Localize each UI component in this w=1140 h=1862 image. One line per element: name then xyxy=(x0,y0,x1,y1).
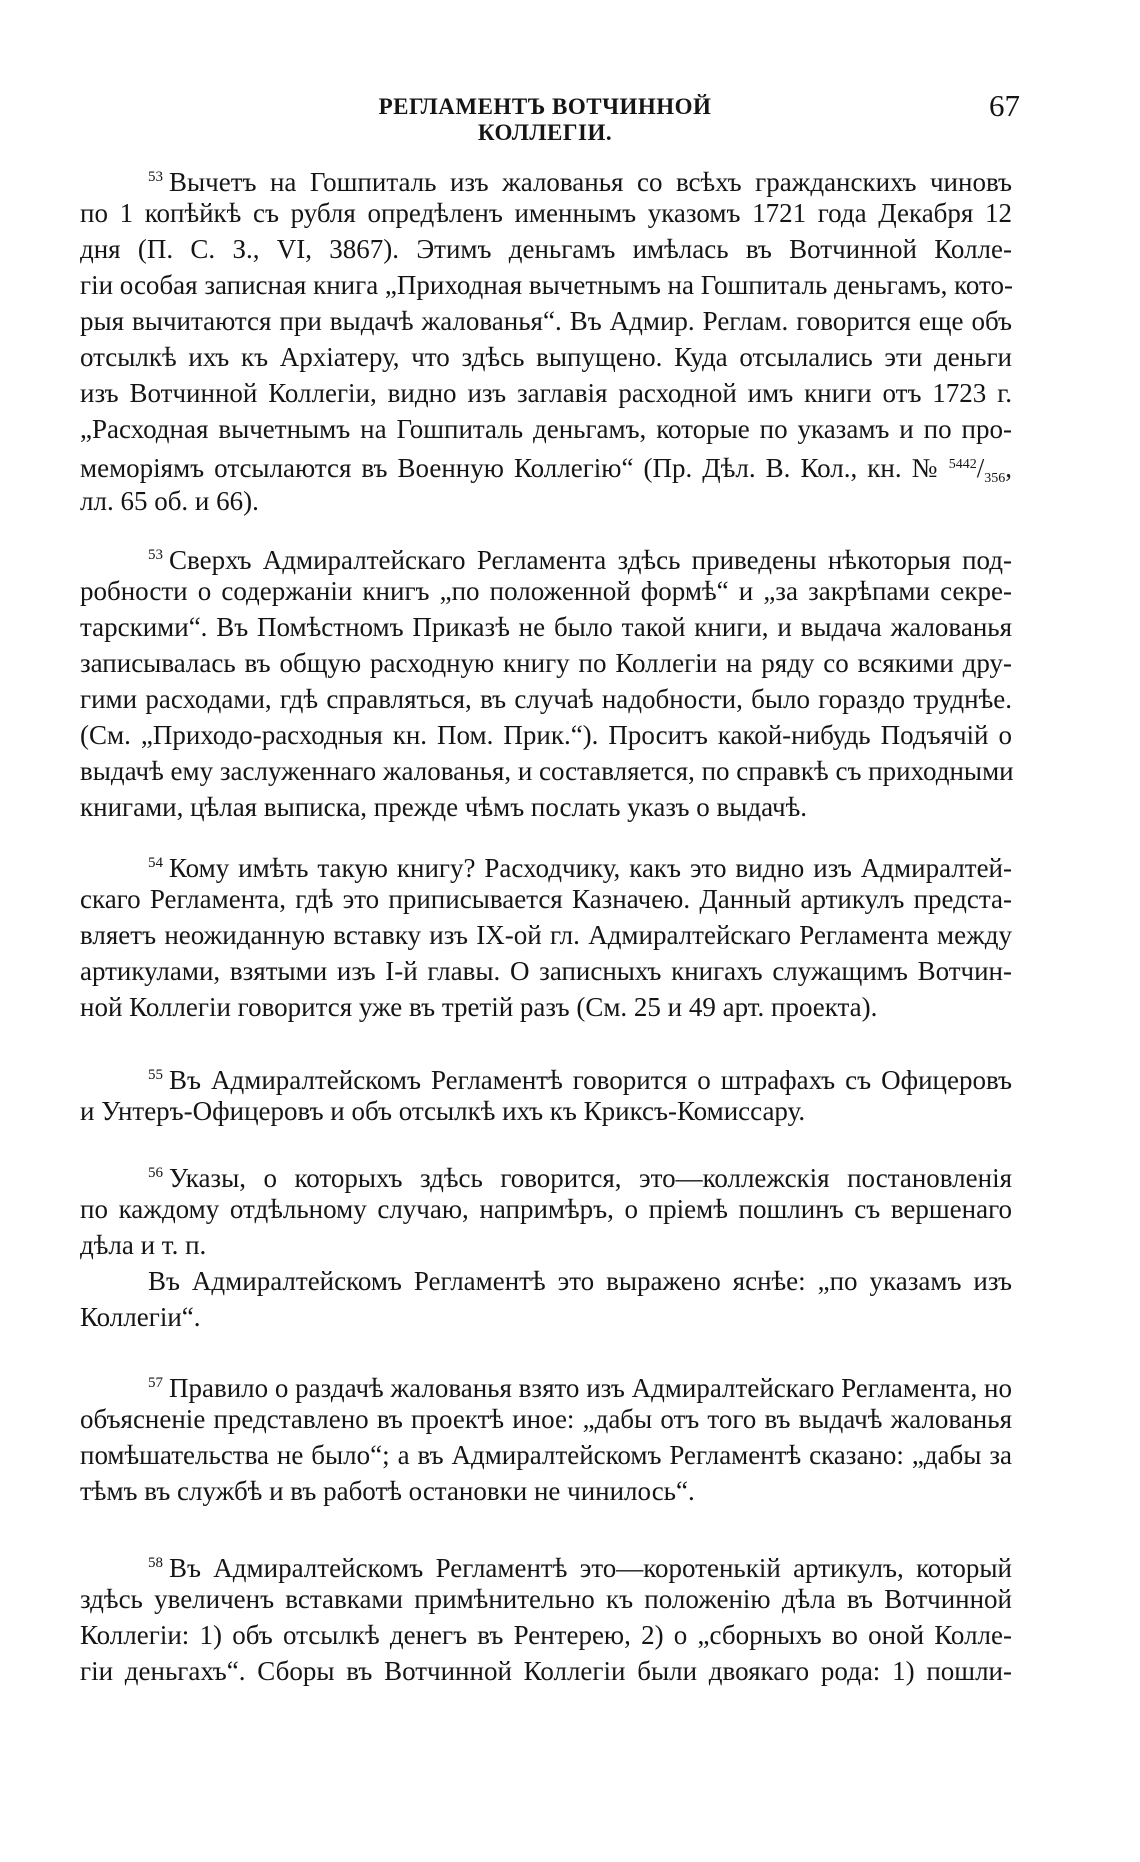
line-text: Въ Адмиралтейскомъ Регламентѣ говорится о штрафахъ съ Офицеровъ xyxy=(169,1065,1012,1095)
line-text: артикулами, взятыми изъ I-й главы. О записныхъ книгахъ служащимъ Вотчин- xyxy=(80,956,1012,986)
text-line xyxy=(80,339,1012,375)
text-line xyxy=(80,989,1012,1025)
footnote-58 xyxy=(80,1545,1012,1689)
text-line xyxy=(80,1545,1012,1581)
footnote-57 xyxy=(80,1365,1012,1509)
line-text: дѣла и т. п. xyxy=(80,1230,207,1260)
text-line xyxy=(80,845,1012,881)
text-line xyxy=(80,681,1012,717)
footnote-number: 55 xyxy=(148,1067,163,1083)
line-text: Сверхъ Адмиралтейскаго Регламента здѣсь приведены нѣкоторыя под- xyxy=(169,545,1012,575)
line-text: Въ Адмиралтейскомъ Регламентѣ это—коротенькій артикулъ, который xyxy=(169,1553,1012,1583)
text-line xyxy=(80,483,1012,519)
line-text: скаго Регламента, гдѣ это приписывается Казначею. Данный артикулъ предста- xyxy=(80,884,1012,914)
line-text: выдачѣ ему заслуженнаго жалованья, и составляется, по справкѣ съ приходными xyxy=(80,756,1014,786)
line-text: меморіямъ отсылаются въ Военную Коллегію“ (Пр. Дѣл. В. Кол., кн. № xyxy=(80,453,941,483)
text-line xyxy=(80,1155,1012,1191)
footnote-number: 53 xyxy=(148,547,163,563)
line-text: Указы, о которыхъ здѣсь говорится, это—коллежскія постановленія xyxy=(169,1163,1012,1193)
text-line xyxy=(80,1437,1012,1473)
text-line xyxy=(80,537,1012,573)
line-text: Въ Адмиралтейскомъ Регламентѣ это выражено яснѣе: „по указамъ изъ xyxy=(148,1266,1012,1296)
text-line xyxy=(80,1581,1012,1617)
line-text: Кому имѣть такую книгу? Расходчику, какъ это видно изъ Адмиралтей- xyxy=(169,853,1012,883)
text-line xyxy=(80,1057,1012,1093)
footnote-number: 56 xyxy=(148,1165,163,1181)
line-text: „Расходная вычетнымъ на Гошпиталь деньгамъ, которые по указамъ и по про- xyxy=(80,414,1012,444)
text-line xyxy=(80,717,1012,753)
line-punctuation: , xyxy=(1005,453,1012,483)
text-line xyxy=(80,953,1012,989)
text-line xyxy=(80,267,1012,303)
line-text: помѣшательства не было“; а въ Адмиралтейскомъ Регламентѣ сказано: „дабы за xyxy=(80,1440,1012,1470)
line-text: гими расходами, гдѣ справляться, въ случаѣ надобности, было гораздо труднѣе. xyxy=(80,684,1012,714)
page-number: 67 xyxy=(989,88,1020,123)
line-text: вляетъ неожиданную вставку изъ IX-ой гл. Адмиралтейскаго Регламента между xyxy=(80,920,1012,950)
line-text: здѣсь увеличенъ вставками примѣнительно къ положенію дѣла въ Вотчинной xyxy=(80,1584,1012,1614)
line-text: книгами, цѣлая выписка, прежде чѣмъ послать указъ о выдачѣ. xyxy=(80,792,808,822)
line-text: по 1 копѣйкѣ съ рубля опредѣленъ именнымъ указомъ 1721 года Декабря 12 xyxy=(80,198,1012,228)
text-line xyxy=(80,789,1012,825)
text-line xyxy=(80,1653,1012,1689)
text-line xyxy=(80,195,1012,231)
text-line xyxy=(80,1473,1012,1509)
text-line xyxy=(80,1093,1012,1129)
line-text: объясненіе представлено въ проектѣ иное: „дабы отъ того въ выдачѣ жалованья xyxy=(80,1404,1012,1434)
line-text: дня (П. С. З., VI, 3867). Этимъ деньгамъ имѣлась въ Вотчинной Колле- xyxy=(80,234,1012,264)
text-line xyxy=(80,303,1012,339)
text-line xyxy=(80,447,1012,486)
footnote-56 xyxy=(80,1155,1012,1335)
text-line xyxy=(80,645,1012,681)
line-text: Коллегіи: 1) объ отсылкѣ денегъ въ Рентерею, 2) о „сборныхъ во оной Колле- xyxy=(80,1620,1012,1650)
fraction-numerator: 5442 xyxy=(948,457,977,472)
text-line xyxy=(80,1227,1012,1263)
text-line xyxy=(80,881,1012,917)
text-line xyxy=(80,609,1012,645)
text-line xyxy=(80,917,1012,953)
line-text: (См. „Приходо-расходныя кн. Пом. Прик.“). Проситъ какой-нибудь Подъячій о xyxy=(80,720,1012,750)
footnote-number: 57 xyxy=(148,1375,163,1391)
text-line xyxy=(80,411,1012,447)
footnote-number: 58 xyxy=(148,1555,163,1571)
text-line xyxy=(80,159,1012,195)
footnote-53 xyxy=(80,159,1012,519)
fraction-slash: / xyxy=(976,453,985,483)
line-text: Вычетъ на Гошпиталь изъ жалованья со всѣхъ гражданскихъ чиновъ xyxy=(169,167,1012,197)
line-text: Правило о раздачѣ жалованья взято изъ Адмиралтейскаго Регламента, но xyxy=(169,1373,1012,1403)
line-text: Коллегіи“. xyxy=(80,1302,201,1332)
line-text: по каждому отдѣльному случаю, напримѣръ, о пріемѣ пошлинъ съ вершенаго xyxy=(80,1194,1012,1224)
text-line xyxy=(80,1401,1012,1437)
line-text: и Унтеръ-Офицеровъ и объ отсылкѣ ихъ къ Криксъ-Комиссару. xyxy=(80,1096,806,1126)
line-text: тѣмъ въ службѣ и въ работѣ остановки не чинилось“. xyxy=(80,1476,695,1506)
footnote-53 xyxy=(80,537,1012,825)
text-line xyxy=(80,375,1012,411)
line-text: ной Коллегіи говорится уже въ третій разъ (См. 25 и 49 арт. проекта). xyxy=(80,992,878,1022)
footnote-54 xyxy=(80,845,1012,1025)
footnote-number: 54 xyxy=(148,855,163,871)
line-text: изъ Вотчинной Коллегіи, видно изъ заглавія расходной имъ книги отъ 1723 г. xyxy=(80,378,1012,408)
line-text: гіи деньгахъ“. Сборы въ Вотчинной Коллегіи были двоякаго рода: 1) пошли- xyxy=(80,1656,1012,1686)
text-line xyxy=(80,231,1012,267)
line-text: тарскими“. Въ Помѣстномъ Приказѣ не было такой книги, и выдача жалованья xyxy=(80,612,1012,642)
line-text: рыя вычитаются при выдачѣ жалованья“. Въ Адмир. Реглам. говорится еще объ xyxy=(80,306,1012,336)
footnote-number: 53 xyxy=(148,169,163,185)
line-text: гіи особая записная книга „Приходная вычетнымъ на Гошпиталь деньгамъ, кото- xyxy=(80,270,1013,300)
line-text: лл. 65 об. и 66). xyxy=(80,486,259,516)
text-line xyxy=(80,1365,1012,1401)
fraction-denominator: 356 xyxy=(984,471,1006,486)
text-line xyxy=(80,1263,1012,1299)
line-text: робности о содержаніи книгъ „по положенной формѣ“ и „за закрѣпами секре- xyxy=(80,576,1012,606)
text-line xyxy=(80,1299,1012,1335)
text-line xyxy=(80,573,1012,609)
text-line xyxy=(80,1191,1012,1227)
text-line xyxy=(80,1617,1012,1653)
running-head: РЕГЛАМЕНТЪ ВОТЧИННОЙ КОЛЛЕГІИ. xyxy=(378,94,712,145)
line-text: записывалась въ общую расходную книгу по Коллегіи на ряду со всякими дру- xyxy=(80,648,1012,678)
text-line xyxy=(80,753,1012,789)
line-text: отсылкѣ ихъ къ Архіатеру, что здѣсь выпущено. Куда отсылались эти деньги xyxy=(80,342,1012,372)
footnote-55 xyxy=(80,1057,1012,1129)
